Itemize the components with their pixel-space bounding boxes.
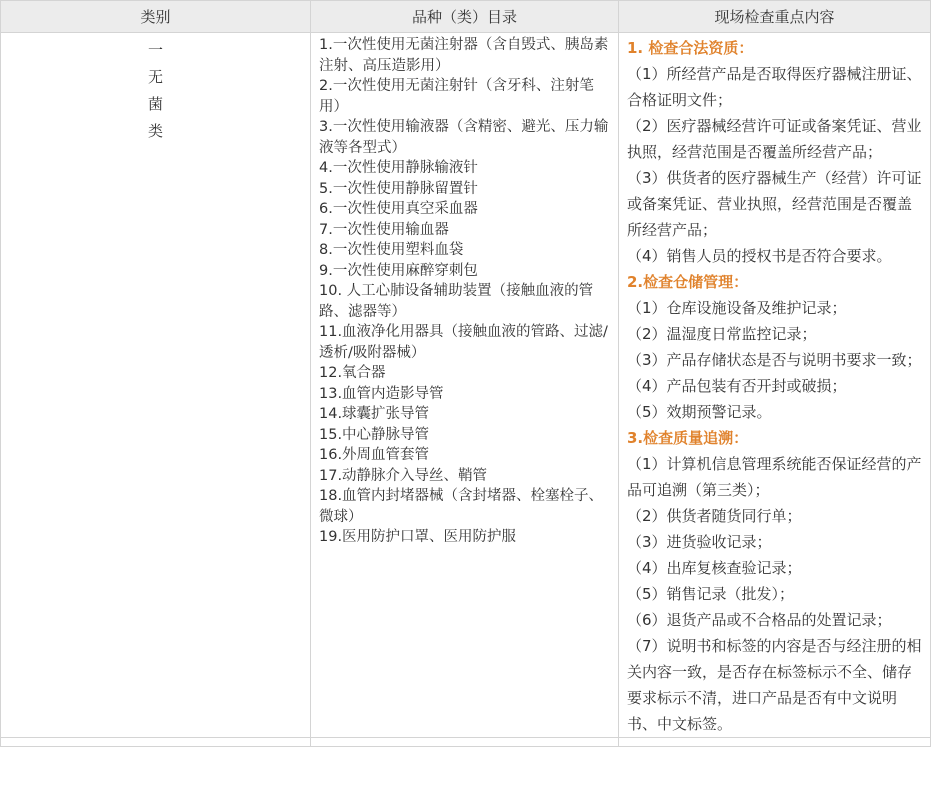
header-varieties: 品种（类）目录 bbox=[311, 1, 619, 33]
check-item: （2）医疗器械经营许可证或备案凭证、营业执照，经营范围是否覆盖所经营产品； bbox=[627, 117, 922, 161]
list-item: 11.血液净化用器具（接触血液的管路、过滤/透析/吸附器械） bbox=[319, 324, 608, 361]
check-item: （6）退货产品或不合格品的处置记录； bbox=[627, 611, 892, 629]
check-item: （1）计算机信息管理系统能否保证经营的产品可追溯（第三类）； bbox=[627, 455, 922, 499]
table-row-partial bbox=[1, 738, 931, 747]
list-item: 1.一次性使用无菌注射器（含自毁式、胰岛素注射、高压造影用） bbox=[319, 37, 609, 74]
list-item: 13.血管内造影导管 bbox=[319, 385, 444, 402]
list-item: 18.血管内封堵器械（含封堵器、栓塞栓子、微球） bbox=[319, 488, 604, 525]
check-item: （3）产品存储状态是否与说明书要求一致； bbox=[627, 351, 922, 369]
check-item: （2）供货者随货同行单； bbox=[627, 507, 802, 525]
list-item: 9.一次性使用麻醉穿刺包 bbox=[319, 262, 478, 279]
check-item: （4）出库复核查验记录； bbox=[627, 559, 802, 577]
section-title: 3.检查质量追溯： bbox=[627, 429, 749, 447]
list-item: 4.一次性使用静脉输液针 bbox=[319, 160, 478, 176]
table-row bbox=[1, 33, 931, 738]
list-item: 3.一次性使用输液器（含精密、避光、压力输液等各型式） bbox=[319, 119, 609, 156]
empty-cell bbox=[311, 738, 619, 747]
check-item: （3）进货验收记录； bbox=[627, 533, 772, 551]
list-item: 15.中心静脉导管 bbox=[319, 426, 430, 443]
header-row bbox=[1, 1, 931, 33]
section-title: 1. 检查合法资质： bbox=[627, 39, 754, 57]
check-item: （5）销售记录（批发）； bbox=[627, 585, 795, 603]
list-item: 10. 人工心肺设备辅助装置（接触血液的管路、滤器等） bbox=[319, 283, 594, 320]
variety-list bbox=[319, 35, 612, 548]
list-item: 19.医用防护口罩、医用防护服 bbox=[319, 529, 517, 545]
list-item: 12.氧合器 bbox=[319, 365, 386, 381]
category-char: 菌 bbox=[147, 95, 163, 113]
check-item: （4）销售人员的授权书是否符合要求。 bbox=[627, 247, 892, 265]
check-item: （7）说明书和标签的内容是否与经注册的相关内容一致，是否存在标签标示不全、储存要求标示不清，进口产品是否有中文说明书、中文标签。 bbox=[627, 637, 922, 733]
list-item: 7.一次性使用输血器 bbox=[319, 221, 449, 238]
varieties-cell bbox=[311, 33, 619, 738]
empty-cell bbox=[619, 738, 931, 747]
section-title: 2.检查仓储管理： bbox=[627, 273, 749, 291]
check-item: （5）效期预警记录。 bbox=[627, 403, 772, 421]
category-char: 无 bbox=[147, 68, 163, 86]
list-item: 8.一次性使用塑料血袋 bbox=[319, 242, 464, 258]
list-item: 2.一次性使用无菌注射针（含牙科、注射笔用） bbox=[319, 78, 594, 115]
list-item: 16.外周血管套管 bbox=[319, 447, 430, 463]
focus-cell bbox=[619, 33, 931, 738]
check-item: （1）所经营产品是否取得医疗器械注册证、合格证明文件； bbox=[627, 65, 922, 109]
check-item: （4）产品包装有否开封或破损； bbox=[627, 377, 847, 395]
category-cell bbox=[1, 33, 311, 738]
list-item: 14.球囊扩张导管 bbox=[319, 406, 430, 422]
list-item: 17.动静脉介入导丝、鞘管 bbox=[319, 467, 488, 484]
header-category: 类别 bbox=[1, 1, 311, 33]
check-item: （3）供货者的医疗器械生产（经营）许可证或备案凭证、营业执照，经营范围是否覆盖所经营产品； bbox=[627, 169, 922, 239]
check-item: （1）仓库设施设备及维护记录； bbox=[627, 299, 847, 317]
list-item: 5.一次性使用静脉留置针 bbox=[319, 180, 478, 197]
category-char: 类 bbox=[147, 122, 163, 140]
list-item: 6.一次性使用真空采血器 bbox=[319, 201, 478, 217]
check-item: （2）温湿度日常监控记录； bbox=[627, 325, 817, 343]
header-focus: 现场检查重点内容 bbox=[619, 1, 931, 33]
empty-cell bbox=[1, 738, 311, 747]
category-char: 一 bbox=[147, 41, 163, 59]
